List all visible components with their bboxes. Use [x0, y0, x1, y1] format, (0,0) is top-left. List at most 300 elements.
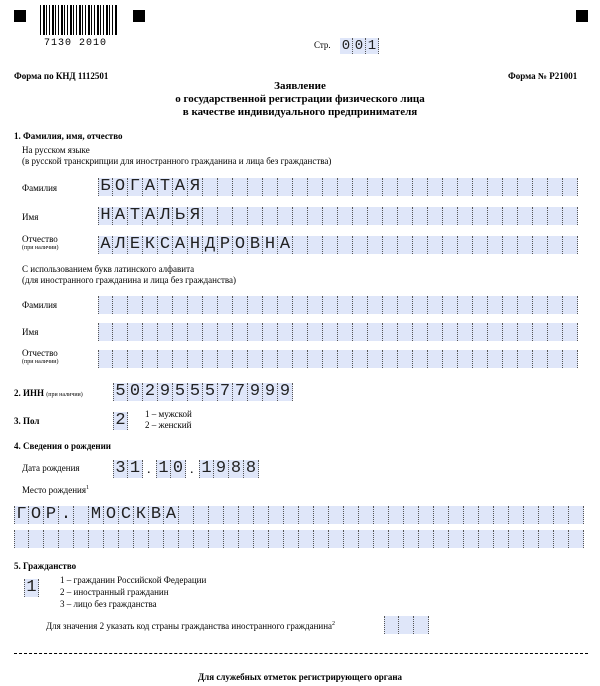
birthplace-char-cell — [389, 506, 404, 524]
birthplace-char-cell — [254, 530, 269, 548]
patronymic-field[interactable] — [98, 236, 578, 254]
latin-name-char-cell — [488, 323, 503, 341]
name-char-cell: Я — [188, 207, 203, 225]
latin-surname-char-cell — [218, 296, 233, 314]
latin-name-char-cell — [443, 323, 458, 341]
latin-surname-char-cell — [323, 296, 338, 314]
birthplace-char-cell — [179, 530, 194, 548]
name-char-cell — [383, 207, 398, 225]
patronymic-char-cell: В — [248, 236, 263, 254]
surname-char-cell — [473, 178, 488, 196]
dob-month-field[interactable] — [156, 460, 186, 478]
country-code-label-text: Для значения 2 указать код страны гражданства иностранного гражданина — [46, 621, 333, 631]
surname-char-cell — [563, 178, 578, 196]
inn-note: (при наличии) — [46, 392, 83, 398]
citizenship-option-1: 1 – гражданин Российской Федерации — [60, 575, 207, 585]
patronymic-char-cell — [383, 236, 398, 254]
section1-heading: 1. Фамилия, имя, отчество — [14, 131, 123, 141]
corner-marker-far-right — [576, 10, 588, 22]
latin-surname-char-cell — [458, 296, 473, 314]
corner-marker-left — [14, 10, 26, 22]
country-code-footnote: 2 — [332, 621, 336, 627]
latin-name-char-cell — [428, 323, 443, 341]
name-char-cell — [203, 207, 218, 225]
surname-char-cell — [278, 178, 293, 196]
patronymic-char-cell: Е — [128, 236, 143, 254]
surname-char-cell — [398, 178, 413, 196]
birthplace-char-cell — [329, 530, 344, 548]
title-line-2: о государственной регистрации физического лица — [175, 93, 425, 105]
latin-name-char-cell — [308, 323, 323, 341]
birthplace-char-cell — [59, 530, 74, 548]
title-line-3: в качестве индивидуального предпринимателя — [182, 106, 418, 118]
russian-note: (в русской транскрипции для иностранного гражданина и лица без гражданства) — [22, 156, 332, 166]
birthplace-char-cell — [329, 506, 344, 524]
latin-patronymic-char-cell — [413, 350, 428, 368]
latin-name-char-cell — [323, 323, 338, 341]
latin-surname-char-cell — [473, 296, 488, 314]
inn-digit-cell: 5 — [173, 383, 188, 401]
patronymic-char-cell — [518, 236, 533, 254]
name-char-cell — [248, 207, 263, 225]
latin-name-char-cell — [173, 323, 188, 341]
birthplace-char-cell — [539, 506, 554, 524]
birthplace-char-cell — [524, 530, 539, 548]
name-char-cell: Л — [158, 207, 173, 225]
inn-digit-cell: 0 — [128, 383, 143, 401]
birthplace-char-cell — [464, 530, 479, 548]
corner-marker-right — [133, 10, 145, 22]
birthplace-footnote: 1 — [86, 485, 90, 491]
latin-patronymic-char-cell — [428, 350, 443, 368]
patronymic-char-cell: А — [98, 236, 113, 254]
surname-char-cell: Г — [128, 178, 143, 196]
birthplace-char-cell — [299, 530, 314, 548]
latin-surname-char-cell — [173, 296, 188, 314]
name-char-cell — [218, 207, 233, 225]
dob-day-field[interactable] — [113, 460, 143, 478]
patronymic-char-cell: Д — [203, 236, 218, 254]
name-char-cell: Ь — [173, 207, 188, 225]
latin-surname-char-cell — [143, 296, 158, 314]
patronymic-char-cell — [428, 236, 443, 254]
latin-patronymic-char-cell — [158, 350, 173, 368]
latin-surname-char-cell — [533, 296, 548, 314]
latin-patronymic-char-cell — [548, 350, 563, 368]
birthplace-char-cell — [494, 530, 509, 548]
form-knd: Форма по КНД 1112501 — [14, 71, 109, 81]
latin-surname-char-cell — [263, 296, 278, 314]
name-char-cell — [533, 207, 548, 225]
name-char-cell — [233, 207, 248, 225]
country-code-cell — [399, 616, 414, 634]
gender-value: 2 — [113, 412, 128, 430]
birthplace-char-cell — [524, 506, 539, 524]
dob-month-digit: 1 — [156, 460, 171, 478]
name-char-cell — [503, 207, 518, 225]
surname-char-cell — [413, 178, 428, 196]
latin-surname-char-cell — [338, 296, 353, 314]
country-code-field[interactable] — [384, 616, 429, 634]
inn-label — [14, 388, 83, 398]
name-char-cell — [548, 207, 563, 225]
latin-name-char-cell — [368, 323, 383, 341]
name-char-cell — [368, 207, 383, 225]
patronymic-char-cell: Н — [188, 236, 203, 254]
latin-name-char-cell — [203, 323, 218, 341]
name-char-cell — [278, 207, 293, 225]
latin-surname-char-cell — [503, 296, 518, 314]
dob-year-digit: 8 — [244, 460, 259, 478]
inn-digit-cell: 9 — [158, 383, 173, 401]
surname-char-cell — [323, 178, 338, 196]
birthplace-char-cell — [284, 506, 299, 524]
form-number: Форма № Р21001 — [508, 71, 578, 81]
birthplace-char-cell — [224, 530, 239, 548]
latin-name-char-cell — [503, 323, 518, 341]
patronymic-char-cell — [323, 236, 338, 254]
latin-patronymic-char-cell — [293, 350, 308, 368]
surname-char-cell — [248, 178, 263, 196]
birthplace-char-cell — [419, 506, 434, 524]
name-char-cell — [353, 207, 368, 225]
latin-surname-char-cell — [113, 296, 128, 314]
birthplace-char-cell: . — [59, 506, 74, 524]
dob-year-digit: 8 — [229, 460, 244, 478]
birthplace-char-cell — [104, 530, 119, 548]
latin-name-char-cell — [278, 323, 293, 341]
latin-name-char-cell — [293, 323, 308, 341]
patronymic-char-cell — [293, 236, 308, 254]
patronymic-char-cell — [398, 236, 413, 254]
name-label: Имя — [22, 212, 39, 222]
surname-char-cell — [383, 178, 398, 196]
lat-name-label: Имя — [22, 327, 39, 337]
inn-digit-cell: 7 — [218, 383, 233, 401]
name-char-cell — [323, 207, 338, 225]
inn-field[interactable] — [113, 383, 293, 401]
latin-name-char-cell — [143, 323, 158, 341]
birthplace-char-cell — [419, 530, 434, 548]
latin-surname-char-cell — [353, 296, 368, 314]
latin-name-char-cell — [233, 323, 248, 341]
birthplace-char-cell — [374, 506, 389, 524]
latin-surname-char-cell — [278, 296, 293, 314]
latin-patronymic-char-cell — [143, 350, 158, 368]
latin-patronymic-char-cell — [98, 350, 113, 368]
birthplace-label — [22, 485, 89, 495]
latin-patronymic-char-cell — [533, 350, 548, 368]
patronymic-char-cell: Н — [263, 236, 278, 254]
dob-year-digit: 9 — [214, 460, 229, 478]
birthplace-label-text: Место рождения — [22, 485, 87, 495]
birthplace-field-line-1[interactable] — [14, 506, 584, 524]
name-char-cell — [488, 207, 503, 225]
latin-surname-char-cell — [308, 296, 323, 314]
patronymic-note: (при наличии) — [22, 245, 59, 251]
surname-char-cell: А — [173, 178, 188, 196]
birthplace-char-cell — [389, 530, 404, 548]
latin-surname-char-cell — [158, 296, 173, 314]
surname-char-cell — [353, 178, 368, 196]
birthplace-char-cell — [509, 506, 524, 524]
birthplace-char-cell: А — [164, 506, 179, 524]
surname-char-cell — [458, 178, 473, 196]
birthplace-char-cell — [149, 530, 164, 548]
latin-patronymic-char-cell — [563, 350, 578, 368]
latin-name-char-cell — [218, 323, 233, 341]
surname-char-cell — [548, 178, 563, 196]
name-field[interactable] — [98, 207, 578, 225]
latin-patronymic-char-cell — [368, 350, 383, 368]
latin-name-char-cell — [158, 323, 173, 341]
latin-patronymic-char-cell — [203, 350, 218, 368]
latin-patronymic-char-cell — [113, 350, 128, 368]
latin-patronymic-char-cell — [263, 350, 278, 368]
latin-patronymic-char-cell — [488, 350, 503, 368]
dob-day-digit: 3 — [113, 460, 128, 478]
name-char-cell: А — [143, 207, 158, 225]
dob-day-digit: 1 — [128, 460, 143, 478]
birthplace-char-cell — [539, 530, 554, 548]
inn-digit-cell: 2 — [143, 383, 158, 401]
patronymic-char-cell — [353, 236, 368, 254]
latin-surname-char-cell — [233, 296, 248, 314]
lat-patronymic-note: (при наличии) — [22, 359, 59, 365]
gender-field[interactable] — [113, 412, 128, 430]
lat-surname-label: Фамилия — [22, 300, 58, 310]
birthplace-char-cell — [269, 506, 284, 524]
official-use-label: Для служебных отметок регистрирующего органа — [197, 672, 403, 682]
birthplace-char-cell — [74, 530, 89, 548]
birthplace-char-cell: О — [104, 506, 119, 524]
name-char-cell — [473, 207, 488, 225]
surname-char-cell — [518, 178, 533, 196]
latin-name-char-cell — [113, 323, 128, 341]
name-char-cell: Т — [128, 207, 143, 225]
birthplace-char-cell — [254, 506, 269, 524]
birthplace-char-cell — [449, 530, 464, 548]
name-char-cell — [398, 207, 413, 225]
patronymic-char-cell: К — [143, 236, 158, 254]
birthplace-char-cell — [299, 506, 314, 524]
page-digit: 1 — [366, 38, 379, 54]
gender-option-female: 2 – женский — [145, 420, 192, 430]
surname-char-cell: Т — [158, 178, 173, 196]
birthplace-char-cell: М — [89, 506, 104, 524]
birthplace-char-cell — [269, 530, 284, 548]
birthplace-char-cell — [179, 506, 194, 524]
latin-patronymic-char-cell — [383, 350, 398, 368]
latin-patronymic-char-cell — [443, 350, 458, 368]
latin-name-char-cell — [248, 323, 263, 341]
barcode — [40, 5, 118, 35]
surname-char-cell — [233, 178, 248, 196]
latin-surname-field[interactable] — [98, 296, 578, 314]
latin-patronymic-char-cell — [518, 350, 533, 368]
dob-month-digit: 0 — [171, 460, 186, 478]
surname-char-cell — [503, 178, 518, 196]
surname-char-cell — [203, 178, 218, 196]
birthplace-char-cell — [554, 530, 569, 548]
birthplace-char-cell — [194, 506, 209, 524]
birthplace-char-cell — [404, 506, 419, 524]
birthplace-char-cell — [404, 530, 419, 548]
latin-surname-char-cell — [98, 296, 113, 314]
latin-name-char-cell — [398, 323, 413, 341]
latin-patronymic-char-cell — [398, 350, 413, 368]
latin-patronymic-char-cell — [473, 350, 488, 368]
birthplace-char-cell — [434, 530, 449, 548]
latin-name-field[interactable] — [98, 323, 578, 341]
latin-patronymic-char-cell — [338, 350, 353, 368]
latin-name-char-cell — [533, 323, 548, 341]
page-digit: 0 — [340, 38, 353, 54]
name-char-cell — [428, 207, 443, 225]
latin-patronymic-char-cell — [458, 350, 473, 368]
latin-name-char-cell — [473, 323, 488, 341]
name-char-cell — [413, 207, 428, 225]
name-char-cell — [518, 207, 533, 225]
inn-digit-cell: 9 — [278, 383, 293, 401]
patronymic-label: Отчество — [22, 234, 58, 244]
country-code-label — [46, 621, 335, 631]
surname-char-cell — [443, 178, 458, 196]
latin-surname-char-cell — [128, 296, 143, 314]
birthplace-char-cell — [569, 530, 584, 548]
inn-digit-cell: 5 — [188, 383, 203, 401]
title-line-1: Заявление — [274, 80, 326, 92]
latin-surname-char-cell — [563, 296, 578, 314]
birthplace-char-cell — [224, 506, 239, 524]
latin-name-char-cell — [188, 323, 203, 341]
birthplace-char-cell — [344, 530, 359, 548]
inn-digit-cell: 5 — [113, 383, 128, 401]
name-char-cell: Н — [98, 207, 113, 225]
patronymic-char-cell — [563, 236, 578, 254]
latin-patronymic-field[interactable] — [98, 350, 578, 368]
latin-patronymic-char-cell — [353, 350, 368, 368]
birthplace-char-cell — [464, 506, 479, 524]
surname-char-cell: О — [113, 178, 128, 196]
birthplace-char-cell — [479, 530, 494, 548]
patronymic-char-cell: Л — [113, 236, 128, 254]
birthplace-char-cell — [374, 530, 389, 548]
latin-surname-char-cell — [248, 296, 263, 314]
birthplace-field-line-2[interactable] — [14, 530, 584, 548]
name-char-cell — [308, 207, 323, 225]
page-number-field[interactable] — [340, 38, 379, 54]
dob-year-field[interactable] — [199, 460, 259, 478]
page-label: Стр. — [314, 40, 331, 50]
latin-name-char-cell — [548, 323, 563, 341]
country-code-cell — [414, 616, 429, 634]
name-char-cell — [338, 207, 353, 225]
latin-surname-char-cell — [548, 296, 563, 314]
patronymic-char-cell — [443, 236, 458, 254]
birthplace-char-cell — [44, 530, 59, 548]
inn-digit-cell: 9 — [263, 383, 278, 401]
inn-digit-cell: 5 — [203, 383, 218, 401]
latin-surname-char-cell — [518, 296, 533, 314]
citizenship-option-3: 3 – лицо без гражданства — [60, 599, 157, 609]
latin-label: С использованием букв латинского алфавита — [22, 264, 195, 274]
surname-char-cell — [263, 178, 278, 196]
patronymic-char-cell — [308, 236, 323, 254]
birthplace-char-cell — [554, 506, 569, 524]
citizenship-field[interactable] — [24, 579, 39, 597]
latin-patronymic-char-cell — [173, 350, 188, 368]
birthplace-char-cell — [209, 506, 224, 524]
patronymic-char-cell: А — [278, 236, 293, 254]
birthplace-char-cell: К — [134, 506, 149, 524]
latin-surname-char-cell — [368, 296, 383, 314]
latin-surname-char-cell — [188, 296, 203, 314]
surname-char-cell — [488, 178, 503, 196]
birthplace-char-cell — [284, 530, 299, 548]
birthplace-char-cell — [494, 506, 509, 524]
citizenship-option-2: 2 – иностранный гражданин — [60, 587, 169, 597]
form-title — [150, 80, 450, 119]
birthplace-char-cell: Р — [44, 506, 59, 524]
latin-patronymic-char-cell — [218, 350, 233, 368]
latin-surname-char-cell — [383, 296, 398, 314]
latin-surname-char-cell — [203, 296, 218, 314]
separator-line — [14, 653, 588, 654]
birthplace-char-cell — [239, 506, 254, 524]
latin-name-char-cell — [518, 323, 533, 341]
barcode-number: 7130 2010 — [44, 38, 108, 49]
birthplace-char-cell — [314, 506, 329, 524]
birthplace-char-cell — [359, 506, 374, 524]
patronymic-char-cell: А — [173, 236, 188, 254]
surname-char-cell — [338, 178, 353, 196]
surname-char-cell — [428, 178, 443, 196]
birthplace-char-cell — [134, 530, 149, 548]
surname-char-cell: Б — [98, 178, 113, 196]
birthplace-char-cell — [479, 506, 494, 524]
birthplace-char-cell — [194, 530, 209, 548]
birthplace-char-cell — [119, 530, 134, 548]
dob-dot-1: . — [147, 462, 151, 477]
latin-patronymic-char-cell — [248, 350, 263, 368]
latin-surname-char-cell — [428, 296, 443, 314]
birthplace-char-cell: С — [119, 506, 134, 524]
latin-name-char-cell — [563, 323, 578, 341]
latin-name-char-cell — [98, 323, 113, 341]
birthplace-char-cell — [344, 506, 359, 524]
latin-patronymic-char-cell — [323, 350, 338, 368]
latin-surname-char-cell — [398, 296, 413, 314]
lat-patronymic-label: Отчество — [22, 348, 58, 358]
birthplace-char-cell: В — [149, 506, 164, 524]
surname-field[interactable] — [98, 178, 578, 196]
latin-note: (для иностранного гражданина и лица без гражданства) — [22, 275, 237, 285]
name-char-cell — [263, 207, 278, 225]
birthplace-char-cell — [89, 530, 104, 548]
patronymic-char-cell — [548, 236, 563, 254]
surname-char-cell — [533, 178, 548, 196]
latin-name-char-cell — [458, 323, 473, 341]
name-char-cell — [458, 207, 473, 225]
gender-label: 3. Пол — [14, 416, 40, 426]
birthplace-char-cell — [434, 506, 449, 524]
patronymic-char-cell — [488, 236, 503, 254]
latin-name-char-cell — [338, 323, 353, 341]
name-char-cell — [293, 207, 308, 225]
russian-label: На русском языке — [22, 145, 90, 155]
dob-label: Дата рождения — [22, 463, 80, 473]
